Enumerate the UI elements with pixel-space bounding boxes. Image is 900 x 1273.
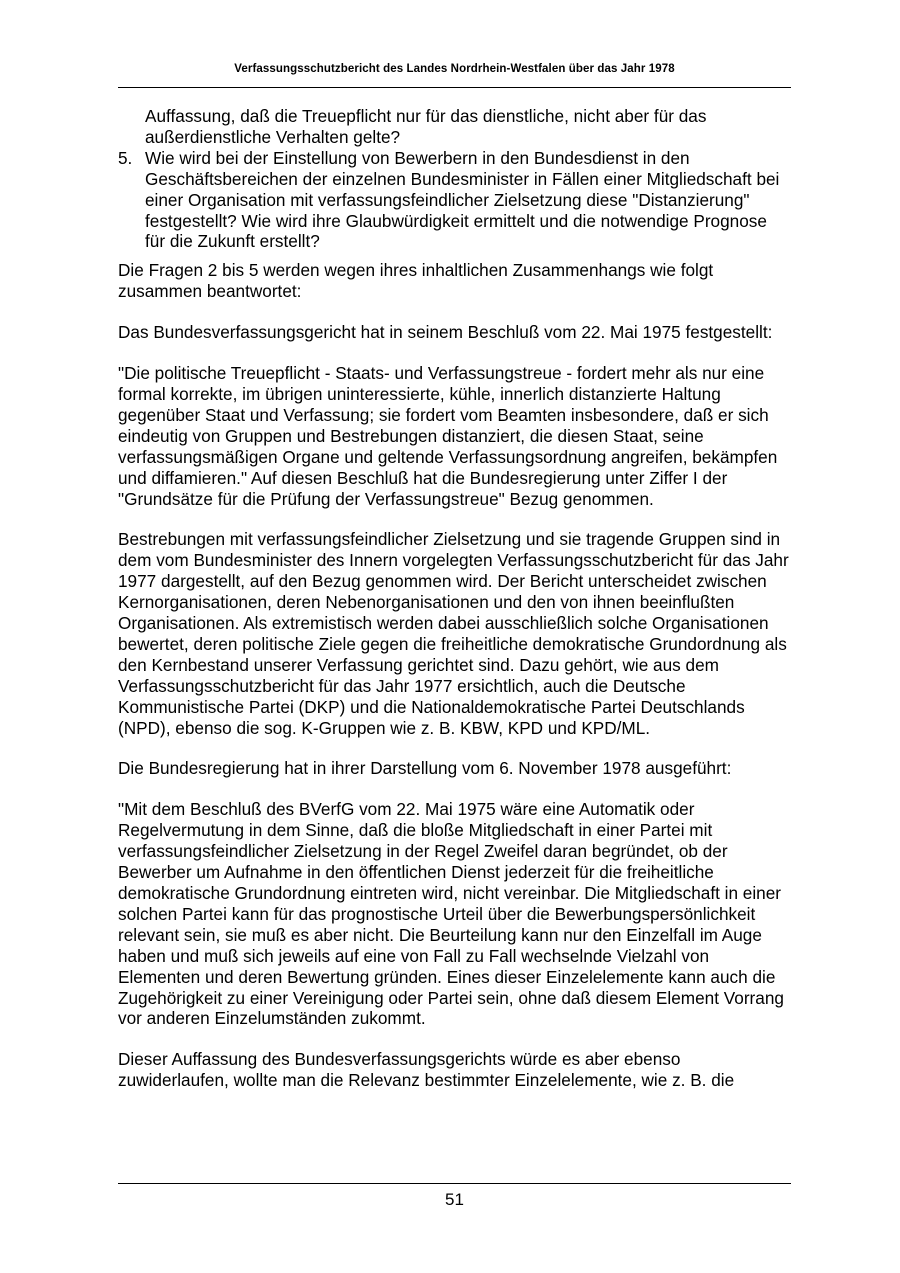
page-number: 51	[445, 1190, 464, 1209]
paragraph-7: Dieser Auffassung des Bundesverfassungsgerichts würde es aber ebenso zuwiderlaufen, wollte man die Relevanz bestimmter Einzelelemente, wie z. B. die	[118, 1049, 735, 1091]
list-item-continuation: Auffassung, daß die Treuepflicht nur für das dienstliche, nicht aber für das außerdienstliche Verhalten gelte?	[145, 106, 707, 147]
list-item-number: 5.	[118, 147, 133, 168]
footer-divider	[118, 1183, 791, 1184]
paragraph-3-quote: "Die politische Treuepflicht - Staats- und Verfassungstreue - fordert mehr als nur eine formal korrekte, im übrigen uninteressierte, kühle, innerlich distanzierte Haltung gegenüber Staat und Verfassung; sie fordert vom Beamten insbesondere, daß er sich eindeutig von Gruppen und Bestrebungen distanziert, die diesen Staat, seine verfassungsmäßigen Organe und geltende Verfassungsordnung angreifen, bekämpfen und diffamieren." Auf diesen Beschluß hat die Bundesregierung unter Ziffer I der "Grundsätze für die Prüfung der Verfassungstreue" Bezug genommen.	[118, 363, 778, 509]
paragraph-2: Das Bundesverfassungsgericht hat in seinem Beschluß vom 22. Mai 1975 festgestellt:	[118, 322, 773, 343]
paragraph-4: Bestrebungen mit verfassungsfeindlicher Zielsetzung und sie tragende Gruppen sind in dem vom Bundesminister des Innern vorgelegten Verfassungsschutzbericht für das Jahr 1977 dargestellt, auf den Bezug genommen wird. Der Bericht unterscheidet zwischen Kernorganisationen, deren Nebenorganisationen und den von ihnen beeinflußten Organisationen. Als extremistisch werden dabei ausschließlich solche Organisationen bewertet, deren politische Ziele gegen die freiheitliche demokratische Grundordnung als den Kernbestand unserer Verfassung gerichtet sind. Dazu gehört, wie aus dem Verfassungsschutzbericht für das Jahr 1977 ersichtlich, auch die Deutsche Kommunistische Partei (DKP) und die Nationaldemokratische Partei Deutschlands (NPD), ebenso die sog. K-Gruppen wie z. B. KBW, KPD und KPD/ML.	[118, 529, 789, 738]
paragraph-5: Die Bundesregierung hat in ihrer Darstellung vom 6. November 1978 ausgeführt:	[118, 758, 732, 779]
list-item-5	[118, 148, 791, 253]
paragraph-6-quote: "Mit dem Beschluß des BVerfG vom 22. Mai 1975 wäre eine Automatik oder Regelvermutung in dem Sinne, daß die bloße Mitgliedschaft in einer Partei mit verfassungsfeindlicher Zielsetzung in der Regel Zweifel daran begründet, ob der Bewerber um Aufnahme in den öffentlichen Dienst jederzeit für die freiheitliche demokratische Grundordnung eintreten wird, nicht vereinbar. Die Mitgliedschaft in einer solchen Partei kann für das prognostische Urteil über die Bewerbungspersönlichkeit relevant sein, sie muß es aber nicht. Die Beurteilung kann nur den Einzelfall im Auge haben und muß sich jeweils auf eine von Fall zu Fall wechselnde Vielzahl von Elementen und deren Bewertung gründen. Eines dieser Einzelelemente kann auch die Zugehörigkeit zu einer Vereinigung oder Partei sein, ohne daß diesem Element Vorrang vor anderen Einzelumständen zukommt.	[118, 799, 784, 1029]
list-item-text: Wie wird bei der Einstellung von Bewerbern in den Bundesdienst in den Geschäftsbereichen der einzelnen Bundesminister in Fällen einer Mitgliedschaft bei einer Organisation mit verfassungsfeindlicher Zielsetzung diese "Distanzierung" festgestellt? Wie wird ihre Glaubwürdigkeit ermittelt und die notwendige Prognose für die Zukunft erstellt?	[145, 147, 780, 252]
document-body	[118, 106, 791, 1111]
page-header: Verfassungsschutzbericht des Landes Nordrhein-Westfalen über das Jahr 1978	[234, 63, 675, 75]
paragraph-1: Die Fragen 2 bis 5 werden wegen ihres inhaltlichen Zusammenhangs wie folgt zusammen beantwortet:	[118, 260, 714, 302]
header-divider	[118, 87, 791, 88]
